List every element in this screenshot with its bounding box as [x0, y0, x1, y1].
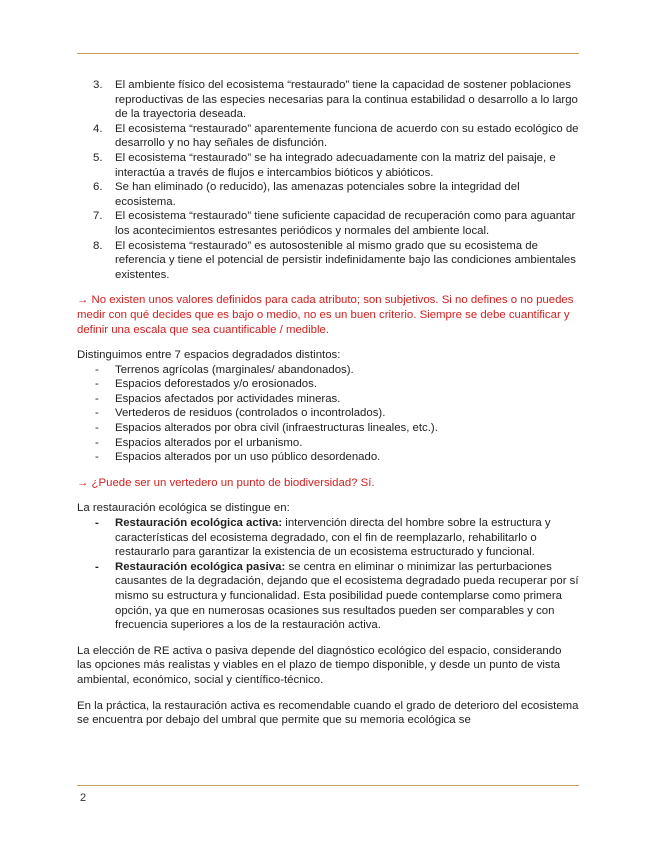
- restoration-intro: La restauración ecológica se distingue en:: [77, 502, 290, 515]
- space-text: Espacios deforestados y/o erosionados.: [115, 378, 317, 391]
- space-item: [95, 363, 579, 378]
- restoration-types-list: [77, 516, 579, 633]
- attribute-number: 7.: [93, 210, 103, 223]
- space-item: [95, 406, 579, 421]
- attribute-item: [93, 180, 579, 209]
- dash-marker: -: [95, 451, 99, 464]
- dash-marker: -: [95, 378, 99, 391]
- attribute-item: [93, 209, 579, 238]
- header-rule: [77, 53, 579, 54]
- space-text: Espacios alterados por obra civil (infraestructuras lineales, etc.).: [115, 422, 438, 435]
- space-text: Terrenos agrícolas (marginales/ abandonados).: [115, 363, 354, 376]
- attribute-number: 6.: [93, 181, 103, 194]
- note-subjective: → No existen unos valores definidos para cada atributo; son subjetivos. Si no defines o no puedes medir con qué decides que es bajo o medio, no es un buen criterio. Siempre se debe cuantificar y definir una escala que sea cuantificable / medible.: [77, 294, 574, 336]
- dash-marker: -: [95, 517, 99, 530]
- paragraph-choice: La elección de RE activa o pasiva depende del diagnóstico ecológico del espacio, considerando las opciones más realistas y viables en el plazo de tiempo disponible, y desde un punto de vista ambiental, económico, social y científico-técnico.: [77, 644, 562, 686]
- page-body: [77, 78, 579, 728]
- dash-marker: -: [95, 407, 99, 420]
- restoration-type-text: se centra en eliminar o minimizar las perturbaciones causantes de la degradación, dejando que el ecosistema degradado pueda recuperar por sí mismo su estructura y funcionalidad. Esta posibilidad puede contemplarse como primera opción, ya que en numerosas ocasiones sus resultados pueden ser comparables y con frecuencia superiores a los de la restauración activa.: [115, 560, 579, 632]
- spaces-intro: Distinguimos entre 7 espacios degradados distintos:: [77, 349, 341, 362]
- restoration-type-item: [95, 560, 579, 633]
- restoration-type-text: intervención directa del hombre sobre la estructura y características del ecosistema degradado, con el fin de reemplazarlo, rehabilitarlo o restaurarlo para garantizar la existencia de un ecosistema estructurado y funcional.: [115, 517, 551, 559]
- paragraph-practice: En la práctica, la restauración activa es recomendable cuando el grado de deterioro del ecosistema se encuentra por debajo del umbral que permite que su memoria ecológica se: [77, 699, 579, 727]
- attribute-item: [93, 239, 579, 283]
- footer-rule: [77, 785, 579, 786]
- attribute-number: 4.: [93, 122, 103, 135]
- attribute-item: [93, 78, 579, 122]
- space-text: Vertederos de residuos (controlados o incontrolados).: [115, 407, 386, 420]
- attribute-number: 8.: [93, 239, 103, 252]
- restoration-type-item: [95, 516, 579, 560]
- space-text: Espacios alterados por el urbanismo.: [115, 436, 303, 449]
- attribute-number: 5.: [93, 151, 103, 164]
- attribute-text: El ecosistema “restaurado” aparentemente funciona de acuerdo con su estado ecológico de desarrollo y no hay señales de disfunción.: [115, 122, 579, 150]
- dash-marker: -: [95, 422, 99, 435]
- space-item: [95, 436, 579, 451]
- dash-marker: -: [95, 436, 99, 449]
- attribute-text: El ambiente físico del ecosistema “restaurado” tiene la capacidad de sostener poblaciones reproductivas de las especies necesarias para la continua estabilidad o desarrollo a lo largo de la trayectoria deseada.: [115, 79, 578, 121]
- space-text: Espacios afectados por actividades mineras.: [115, 392, 341, 405]
- attribute-text: El ecosistema “restaurado” es autosostenible al mismo grado que su ecosistema de referencia y tiene el potencial de persistir indefinidamente bajo las condiciones ambientales existentes.: [115, 239, 576, 281]
- attribute-text: Se han eliminado (o reducido), las amenazas potenciales sobre la integridad del ecosistema.: [115, 181, 520, 208]
- space-item: [95, 392, 579, 407]
- space-item: [95, 421, 579, 436]
- space-item: [95, 450, 579, 465]
- attribute-text: El ecosistema “restaurado” se ha integrado adecuadamente con la matriz del paisaje, e interactúa a través de flujos e intercambios bióticos y abióticos.: [115, 151, 556, 179]
- space-item: [95, 377, 579, 392]
- dash-marker: -: [95, 363, 99, 376]
- attribute-item: [93, 151, 579, 180]
- restoration-type-term: Restauración ecológica pasiva:: [115, 560, 286, 573]
- attributes-list: [77, 78, 579, 282]
- note-landfill: → ¿Puede ser un vertedero un punto de biodiversidad? Sí.: [77, 476, 375, 489]
- space-text: Espacios alterados por un uso público desordenado.: [115, 451, 381, 464]
- attribute-item: [93, 122, 579, 151]
- attribute-number: 3.: [93, 79, 103, 91]
- restoration-type-term: Restauración ecológica activa:: [115, 517, 283, 530]
- spaces-list: [77, 363, 579, 465]
- attribute-text: El ecosistema “restaurado” tiene suficiente capacidad de recuperación como para aguantar los acontecimientos estresantes periódicos y normales del ambiente local.: [115, 210, 576, 237]
- page-number: 2: [80, 792, 87, 804]
- dash-marker: -: [95, 392, 99, 405]
- dash-marker: -: [95, 560, 99, 573]
